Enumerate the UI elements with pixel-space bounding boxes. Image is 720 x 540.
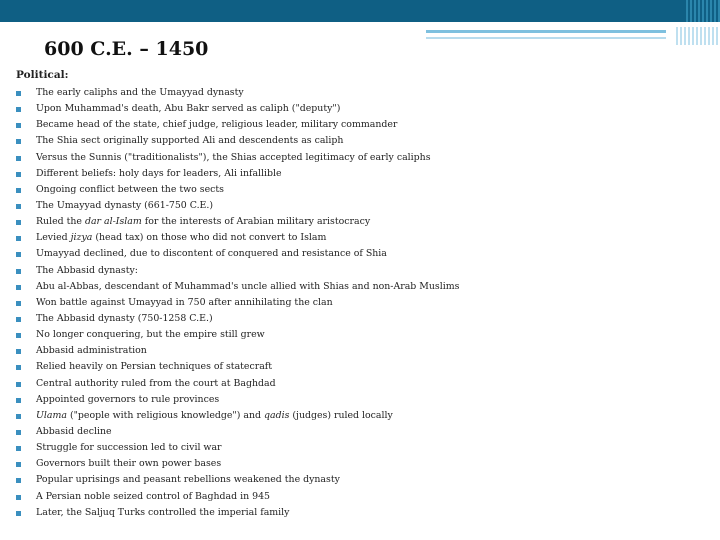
list-item-text: qadis [264,409,290,421]
list-item-text: (head tax) on those who did not convert to Islam [92,232,327,244]
list-item-text: Struggle for succession led to civil war [36,442,222,454]
square-bullet-icon [16,462,21,467]
list-item-text: A Persian noble seized control of Baghdad in 945 [36,490,271,502]
list-item-text: The Umayyad dynasty (661-750 C.E.) [36,199,214,211]
list-item [16,182,706,198]
list-item-text: Became head of the state, chief judge, religious leader, military commander [36,119,398,131]
list-item [16,150,706,166]
list-item [16,472,706,488]
list-item [16,392,706,408]
square-bullet-icon [16,220,21,225]
list-item [16,101,706,117]
list-item-text: Ulama [36,409,67,421]
square-bullet-icon [16,317,21,322]
list-item-text: ("people with religious knowledge") and [66,409,264,421]
square-bullet-icon [16,511,21,516]
list-item-text: Governors built their own power bases [36,458,222,470]
square-bullet-icon [16,188,21,193]
list-item-text: Umayyad declined, due to discontent of conquered and resistance of Shia [36,248,387,260]
list-item [16,166,706,182]
list-item-text: Upon Muhammad's death, Abu Bakr served as caliph ("deputy") [36,103,341,115]
list-item-text: Appointed governors to rule provinces [36,393,220,405]
header-band [0,0,720,22]
square-bullet-icon [16,252,21,257]
square-bullet-icon [16,365,21,370]
square-bullet-icon [16,446,21,451]
list-item-text: for the interests of Arabian military aristocracy [141,216,371,228]
list-item-text: Abu al-Abbas, descendant of Muhammad's uncle allied with Shias and non-Arab Muslims [36,280,460,292]
list-item-text: Later, the Saljuq Turks controlled the imperial family [36,506,290,518]
list-item-text: Different beliefs: holy days for leaders, Ali infallible [36,167,282,179]
square-bullet-icon [16,430,21,435]
list-item-text: The Abbasid dynasty (750-1258 C.E.) [36,312,213,324]
list-item-text: Levied [36,232,71,244]
list-item-text: The Shia sect originally supported Ali and descendents as caliph [36,135,344,147]
header-accent-line [426,30,666,33]
list-item [16,246,706,262]
list-item-text: (judges) ruled locally [289,409,393,421]
list-item [16,85,706,101]
list-item [16,230,706,246]
list-item [16,359,706,375]
list-item-text: Won battle against Umayyad in 750 after annihilating the clan [36,296,333,308]
square-bullet-icon [16,172,21,177]
list-item-text: Versus the Sunnis ("traditionalists"), the Shias accepted legitimacy of early caliphs [36,151,431,163]
square-bullet-icon [16,414,21,419]
list-item-text: Popular uprisings and peasant rebellions weakened the dynasty [36,474,340,486]
list-item [16,456,706,472]
list-item-text: Relied heavily on Persian techniques of statecraft [36,361,273,373]
square-bullet-icon [16,236,21,241]
list-item [16,327,706,343]
list-item-text: The early caliphs and the Umayyad dynasty [36,87,244,98]
square-bullet-icon [16,382,21,387]
square-bullet-icon [16,91,21,96]
list-item [16,376,706,392]
square-bullet-icon [16,107,21,112]
header-underline [0,22,424,32]
square-bullet-icon [16,495,21,500]
list-item [16,424,706,440]
list-item-text: Ruled the [36,216,85,228]
square-bullet-icon [16,285,21,290]
square-bullet-icon [16,478,21,483]
list-item-text: No longer conquering, but the empire still grew [36,329,265,341]
square-bullet-icon [16,349,21,354]
square-bullet-icon [16,204,21,209]
header-accent-line-thin [426,37,666,39]
list-item [16,489,706,505]
list-item [16,279,706,295]
list-item-text: Abbasid administration [36,345,147,357]
square-bullet-icon [16,139,21,144]
list-item [16,133,706,149]
list-item [16,198,706,214]
square-bullet-icon [16,301,21,306]
list-item-text: Ongoing conflict between the two sects [36,183,224,195]
slide-title: 600 C.E. – 1450 [44,38,209,60]
square-bullet-icon [16,398,21,403]
list-item [16,408,706,424]
header-stripes [684,0,720,22]
list-item [16,311,706,327]
list-item [16,214,706,230]
list-item [16,343,706,359]
square-bullet-icon [16,123,21,128]
list-item-text: Abbasid decline [36,425,112,437]
list-item [16,263,706,279]
bullet-list [16,85,706,521]
list-item-text: Central authority ruled from the court at Baghdad [36,377,276,389]
square-bullet-icon [16,333,21,338]
list-item-text: The Abbasid dynasty: [36,264,138,276]
list-item [16,295,706,311]
list-item [16,505,706,521]
section-heading: Political: [16,69,69,81]
list-item-text: jizya [70,232,93,244]
list-item [16,440,706,456]
square-bullet-icon [16,269,21,274]
header-dot-pattern [676,27,720,45]
list-item [16,117,706,133]
list-item-text: dar al-Islam [84,216,142,228]
square-bullet-icon [16,156,21,161]
